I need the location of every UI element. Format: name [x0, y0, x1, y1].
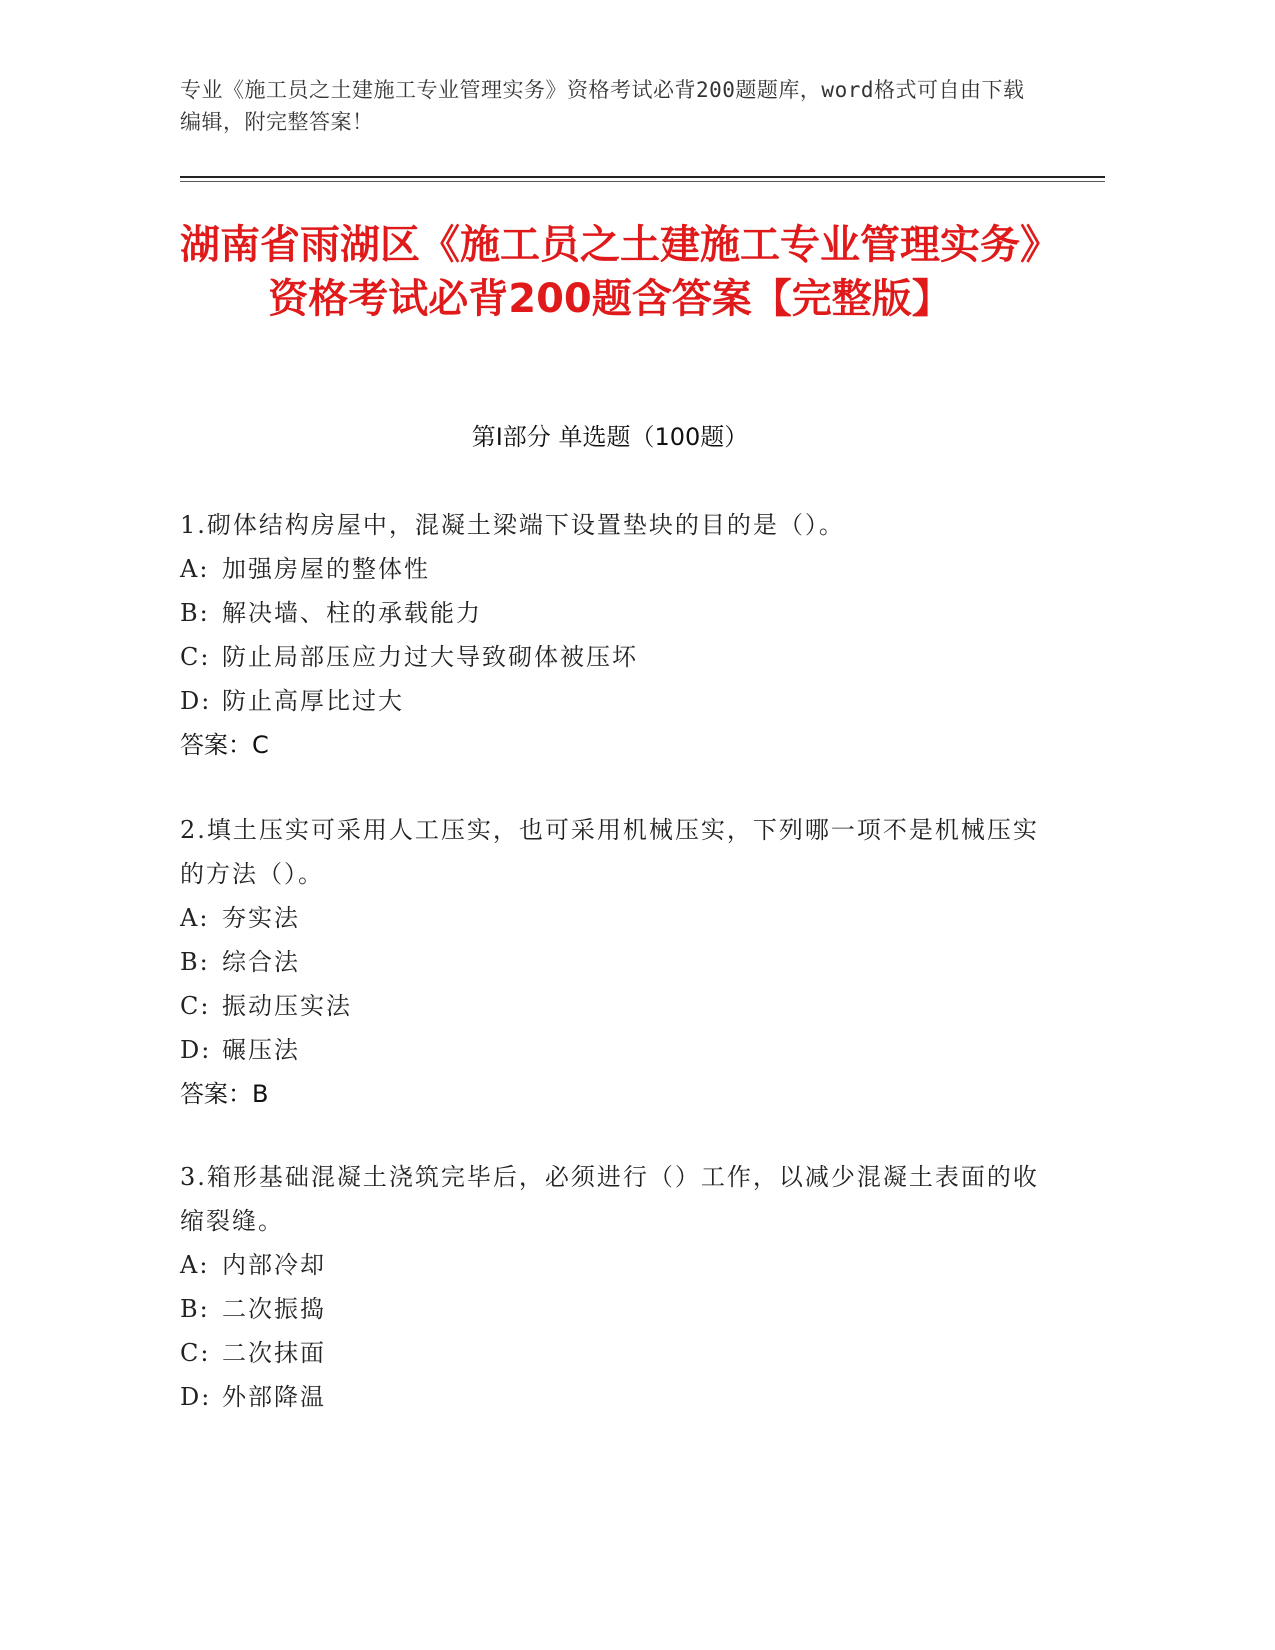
option-a	[180, 1243, 1040, 1287]
option-text: 防止高厚比过大	[222, 687, 404, 715]
option-key: D:	[180, 1383, 212, 1411]
question-1	[180, 503, 1040, 767]
question-2	[180, 808, 1040, 1116]
option-text: 解决墙、柱的承载能力	[222, 599, 482, 627]
option-b	[180, 591, 1040, 635]
option-text: 加强房屋的整体性	[222, 555, 430, 583]
option-c	[180, 1331, 1040, 1375]
option-text: 二次抹面	[222, 1339, 326, 1367]
option-text: 振动压实法	[222, 992, 352, 1020]
section-heading: 第I部分 单选题（100题）	[471, 423, 749, 451]
option-a	[180, 547, 1040, 591]
option-key: D:	[180, 687, 212, 715]
option-key: D:	[180, 1036, 212, 1064]
option-key: C:	[180, 992, 211, 1020]
question-stem: 3.箱形基础混凝土浇筑完毕后，必须进行（）工作，以减少混凝土表面的收缩裂缝。	[180, 1163, 1039, 1235]
option-d	[180, 679, 1040, 723]
option-key: C:	[180, 643, 211, 671]
option-key: B:	[180, 1295, 210, 1323]
option-text: 外部降温	[222, 1383, 326, 1411]
option-key: C:	[180, 1339, 211, 1367]
option-key: A:	[180, 904, 210, 932]
answer-line: 答案：B	[180, 1080, 269, 1108]
option-text: 防止局部压应力过大导致砌体被压坏	[222, 643, 638, 671]
option-b	[180, 940, 1040, 984]
option-key: A:	[180, 1251, 210, 1279]
option-a	[180, 896, 1040, 940]
option-text: 二次振捣	[222, 1295, 326, 1323]
option-text: 碾压法	[222, 1036, 300, 1064]
option-text: 综合法	[222, 948, 300, 976]
option-c	[180, 635, 1040, 679]
option-key: A:	[180, 555, 210, 583]
option-text: 内部冷却	[222, 1251, 326, 1279]
question-stem: 2.填土压实可采用人工压实，也可采用机械压实，下列哪一项不是机械压实的方法（）。	[180, 816, 1039, 888]
option-d	[180, 1375, 1040, 1419]
question-3	[180, 1155, 1040, 1419]
header-divider-thick	[180, 176, 1105, 178]
header-note: 专业《施工员之土建施工专业管理实务》资格考试必背200题题库，word格式可自由下载编辑，附完整答案！	[180, 78, 1025, 134]
option-key: B:	[180, 599, 210, 627]
option-c	[180, 984, 1040, 1028]
question-stem: 1.砌体结构房屋中，混凝土梁端下设置垫块的目的是（）。	[180, 511, 845, 539]
option-b	[180, 1287, 1040, 1331]
option-text: 夯实法	[222, 904, 300, 932]
header-divider-thin	[180, 181, 1105, 182]
option-key: B:	[180, 948, 210, 976]
document-title: 湖南省雨湖区《施工员之土建施工专业管理实务》资格考试必背200题含答案【完整版】	[180, 222, 1040, 322]
answer-line: 答案：C	[180, 731, 269, 759]
option-d	[180, 1028, 1040, 1072]
